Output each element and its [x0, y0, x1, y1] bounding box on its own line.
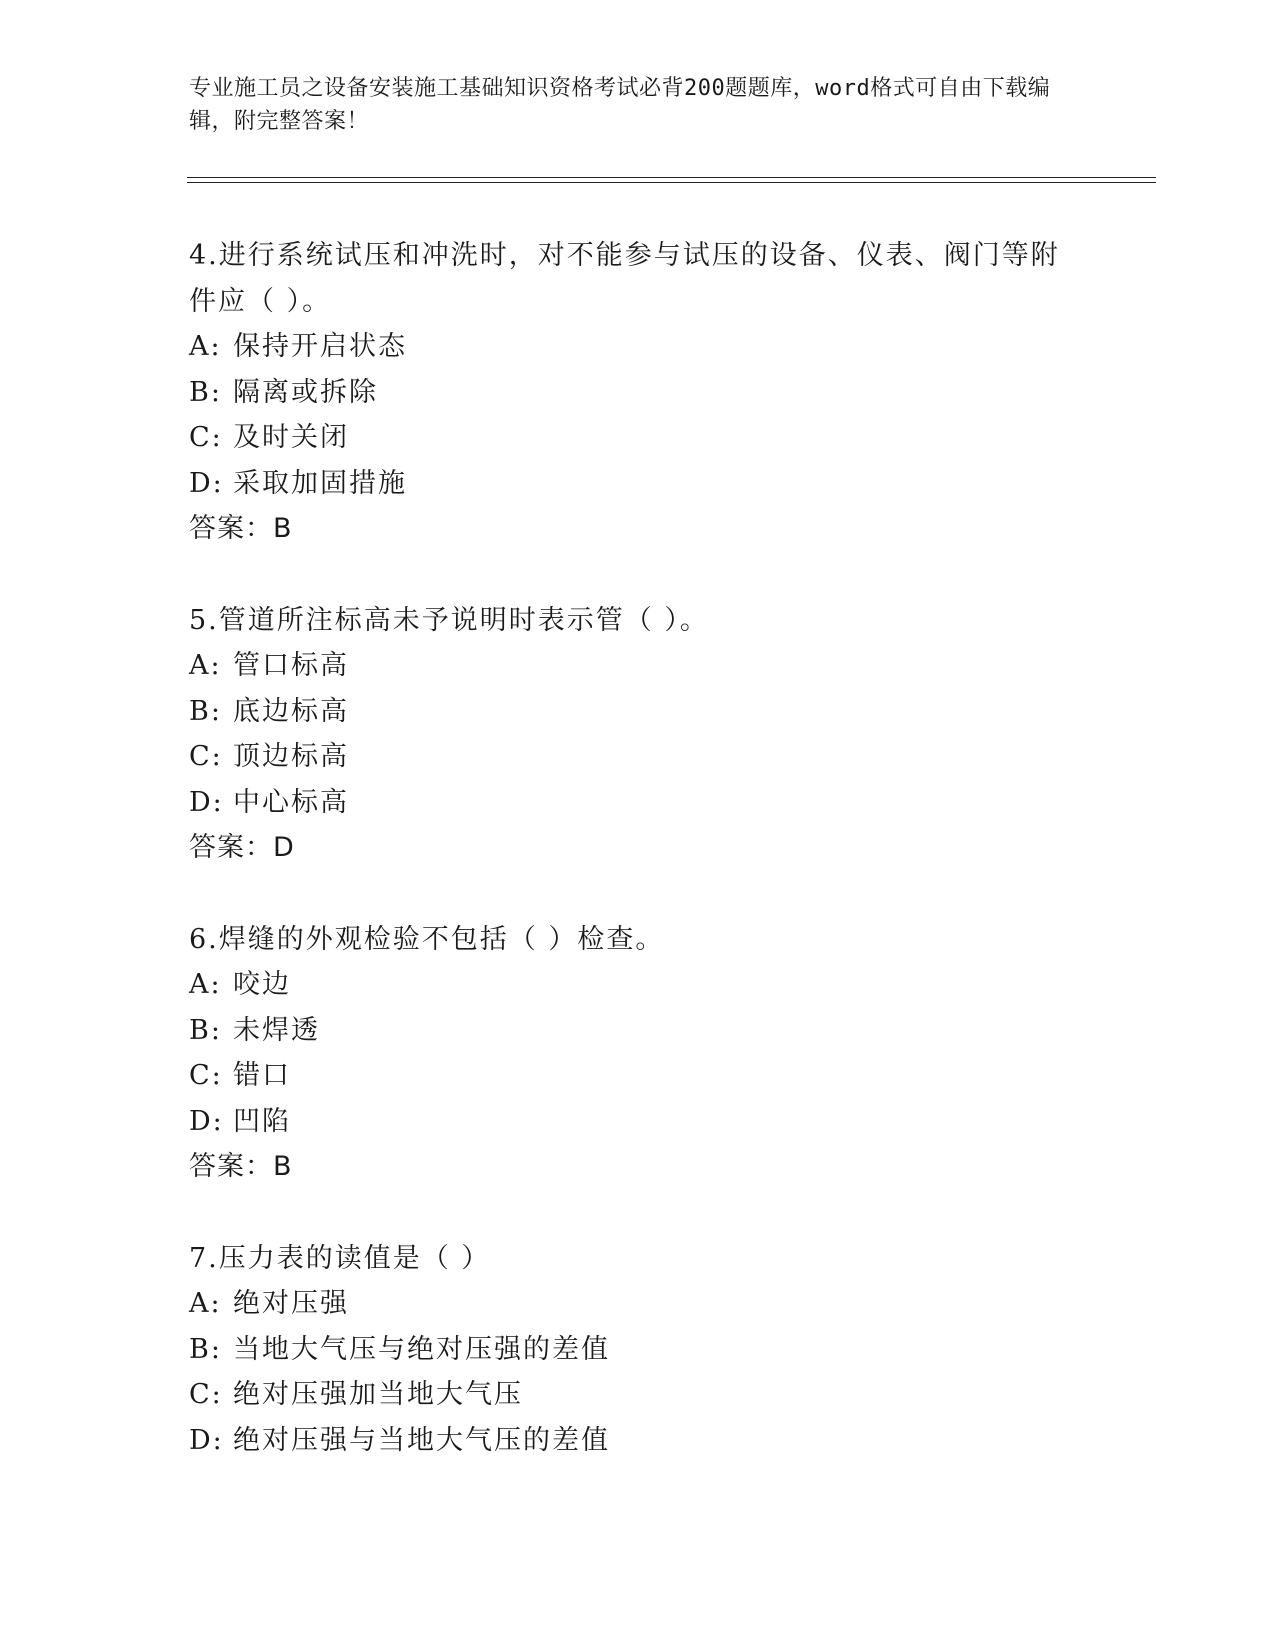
question-7	[189, 1236, 1089, 1464]
option-letter: D:	[189, 786, 224, 818]
option-text: 绝对压强与当地大气压的差值	[233, 1424, 610, 1456]
option-letter: A:	[189, 331, 222, 362]
document-header: 专业施工员之设备安装施工基础知识资格考试必背200题题库，word格式可自由下载编辑，附完整答案！	[189, 76, 1051, 134]
option-text: 当地大气压与绝对压强的差值	[233, 1333, 610, 1365]
question-stem: 7.压力表的读值是（ ）	[189, 1242, 491, 1274]
option-letter: C:	[189, 1379, 223, 1410]
answer-line: 答案：D	[189, 832, 295, 863]
question-stem: 6.焊缝的外观检验不包括（ ）检查。	[189, 923, 665, 955]
option-text: 中心标高	[233, 786, 349, 818]
option-text: 顶边标高	[233, 741, 349, 772]
option-letter: B:	[189, 695, 222, 727]
option-text: 及时关闭	[233, 422, 349, 453]
question-stem: 5.管道所注标高未予说明时表示管（ ）。	[189, 604, 709, 636]
option-letter: D:	[189, 1105, 224, 1137]
question-list	[189, 233, 1089, 1509]
option-d	[189, 1099, 1089, 1145]
option-a	[189, 1281, 1089, 1327]
option-text: 凹陷	[233, 1105, 291, 1137]
option-a	[189, 643, 1089, 689]
option-text: 绝对压强	[233, 1288, 349, 1319]
header-divider-bottom	[187, 182, 1156, 183]
answer-line: 答案：B	[189, 513, 293, 544]
option-letter: A:	[189, 1288, 222, 1319]
option-letter: C:	[189, 422, 223, 453]
option-a	[189, 962, 1089, 1008]
option-c	[189, 1372, 1089, 1418]
option-c	[189, 1053, 1089, 1099]
option-text: 咬边	[233, 969, 291, 1000]
question-4	[189, 233, 1089, 552]
option-b	[189, 370, 1089, 416]
option-d	[189, 1418, 1089, 1464]
option-letter: D:	[189, 1424, 224, 1456]
option-letter: C:	[189, 741, 223, 772]
question-5	[189, 598, 1089, 871]
option-c	[189, 415, 1089, 461]
option-a	[189, 324, 1089, 370]
option-letter: C:	[189, 1060, 223, 1091]
option-text: 错口	[233, 1060, 291, 1091]
option-letter: B:	[189, 1333, 222, 1365]
option-b	[189, 1327, 1089, 1373]
answer-line: 答案：B	[189, 1151, 293, 1182]
option-c	[189, 734, 1089, 780]
option-letter: B:	[189, 376, 222, 408]
option-text: 保持开启状态	[233, 331, 407, 362]
option-letter: D:	[189, 467, 224, 499]
header-divider-top	[187, 177, 1156, 178]
option-d	[189, 461, 1089, 507]
option-d	[189, 780, 1089, 826]
option-text: 采取加固措施	[233, 467, 407, 499]
question-stem: 4.进行系统试压和冲洗时，对不能参与试压的设备、仪表、阀门等附件应（ ）。	[189, 240, 1060, 317]
option-letter: A:	[189, 969, 222, 1000]
option-b	[189, 1008, 1089, 1054]
option-text: 底边标高	[233, 695, 349, 727]
option-text: 未焊透	[233, 1014, 320, 1046]
option-b	[189, 689, 1089, 735]
option-text: 绝对压强加当地大气压	[233, 1379, 523, 1410]
option-letter: B:	[189, 1014, 222, 1046]
option-text: 隔离或拆除	[233, 376, 378, 408]
question-6	[189, 917, 1089, 1190]
option-text: 管口标高	[233, 650, 349, 681]
option-letter: A:	[189, 650, 222, 681]
